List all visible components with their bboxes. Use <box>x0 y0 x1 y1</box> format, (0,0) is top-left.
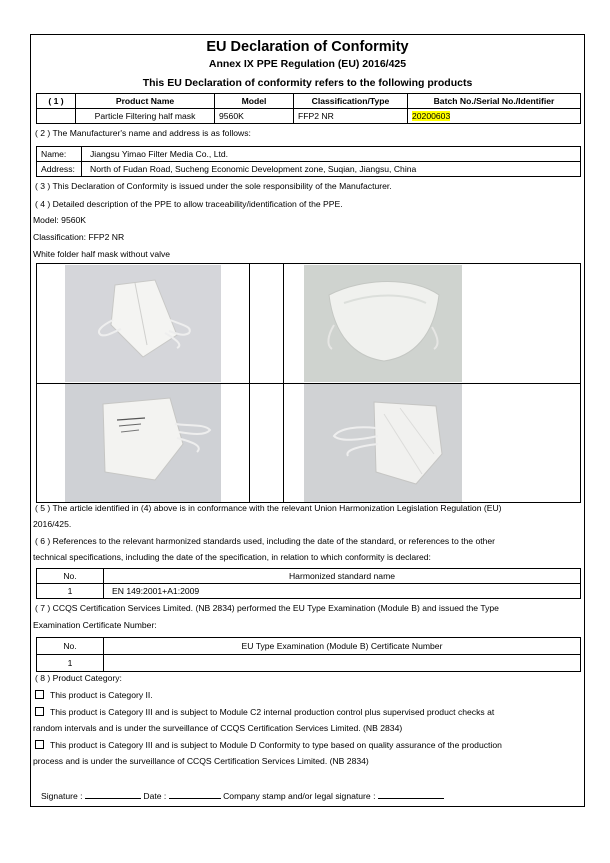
category-iii-c2-label-cont: random intervals and is under the surveillance of CCQS Certification Services Limited. (NB 2834) <box>33 723 403 733</box>
mask-photo-side-print <box>65 384 221 502</box>
mask-photo-front <box>65 265 221 382</box>
stamp-label: Company stamp and/or legal signature : <box>223 791 376 801</box>
product-photos <box>36 263 581 503</box>
standards-table <box>36 568 581 599</box>
manufacturer-address-value: North of Fudan Road, Sucheng Economic Development zone, Suqian, Jiangsu, China <box>82 162 581 177</box>
product-classification-cell: FFP2 NR <box>294 109 408 124</box>
category-iii-d-checkbox[interactable] <box>35 740 44 749</box>
section-5-line-2: 2016/425. <box>33 519 72 529</box>
product-table <box>36 93 581 124</box>
section-5-line-1: ( 5 ) The article identified in (4) above is in conformance with the relevant Union Harmonization Legislation Regulation (EU) <box>35 503 502 513</box>
date-field[interactable] <box>169 798 221 799</box>
section-6-line-2: technical specifications, including the date of the specification, in relation to which conformity is declared: <box>33 552 431 562</box>
mask-photo-side <box>304 384 462 502</box>
certificate-header-no: No. <box>37 638 104 655</box>
section-8-label: ( 8 ) Product Category: <box>35 673 122 683</box>
product-name-cell: Particle Filtering half mask <box>76 109 215 124</box>
standards-row-no: 1 <box>37 584 104 599</box>
section-2-label: ( 2 ) The Manufacturer's name and address is as follows: <box>35 128 251 138</box>
product-table-header-model: Model <box>215 94 294 109</box>
product-table-header-name: Product Name <box>76 94 215 109</box>
document-intro: This EU Declaration of conformity refers to the following products <box>142 77 473 89</box>
category-ii-checkbox[interactable] <box>35 690 44 699</box>
section-7-line-1: ( 7 ) CCQS Certification Services Limited. (NB 2834) performed the EU Type Examination (Module B) and issued the Type <box>35 603 499 613</box>
category-iii-d-label: This product is Category III and is subject to Module D Conformity to type based on quality assurance of the production <box>50 740 502 750</box>
signature-field[interactable] <box>85 798 141 799</box>
declaration-document <box>30 34 585 807</box>
certificate-header-name: EU Type Examination (Module B) Certificate Number <box>104 638 581 655</box>
standards-header-no: No. <box>37 569 104 584</box>
product-table-header-no: ( 1 ) <box>37 94 76 109</box>
section-4-label: ( 4 ) Detailed description of the PPE to allow traceability/identification of the PPE. <box>35 199 343 209</box>
ppe-description: White folder half mask without valve <box>33 249 171 259</box>
signature-row <box>41 791 444 801</box>
ppe-model: Model: 9560K <box>33 215 87 225</box>
standards-header-name: Harmonized standard name <box>104 569 581 584</box>
document-subtitle: Annex IX PPE Regulation (EU) 2016/425 <box>208 58 407 70</box>
product-table-header-classification: Classification/Type <box>294 94 408 109</box>
stamp-field[interactable] <box>378 798 444 799</box>
product-table-cell <box>37 109 76 124</box>
ppe-classification: Classification: FFP2 NR <box>33 232 125 242</box>
manufacturer-name-value: Jiangsu Yimao Filter Media Co., Ltd. <box>82 147 581 162</box>
category-iii-c2-label: This product is Category III and is subject to Module C2 internal production control plus supervised product checks at <box>50 707 495 717</box>
certificate-table <box>36 637 581 672</box>
product-model-cell: 9560K <box>215 109 294 124</box>
certificate-row-number <box>104 655 581 672</box>
product-table-header-batch: Batch No./Serial No./Identifier <box>408 94 581 109</box>
standards-row-name: EN 149:2001+A1:2009 <box>104 584 581 599</box>
category-iii-c2-checkbox[interactable] <box>35 707 44 716</box>
category-iii-d-label-cont: process and is under the surveillance of CCQS Certification Services Limited. (NB 2834) <box>33 756 369 766</box>
category-ii-label: This product is Category II. <box>50 690 153 700</box>
manufacturer-name-label: Name: <box>37 147 82 162</box>
batch-number: 20200603 <box>412 111 451 121</box>
manufacturer-address-label: Address: <box>37 162 82 177</box>
manufacturer-table <box>36 146 581 177</box>
certificate-row-no: 1 <box>37 655 104 672</box>
section-6-line-1: ( 6 ) References to the relevant harmonized standards used, including the date of the standard, or references to the other <box>35 536 496 546</box>
mask-photo-inside <box>304 265 462 382</box>
section-7-line-2: Examination Certificate Number: <box>33 620 157 630</box>
document-title: EU Declaration of Conformity <box>206 39 409 55</box>
date-label: Date : <box>143 791 167 801</box>
section-3-text: ( 3 ) This Declaration of Conformity is issued under the sole responsibility of the Manufacturer. <box>35 181 392 191</box>
signature-label: Signature : <box>41 791 83 801</box>
